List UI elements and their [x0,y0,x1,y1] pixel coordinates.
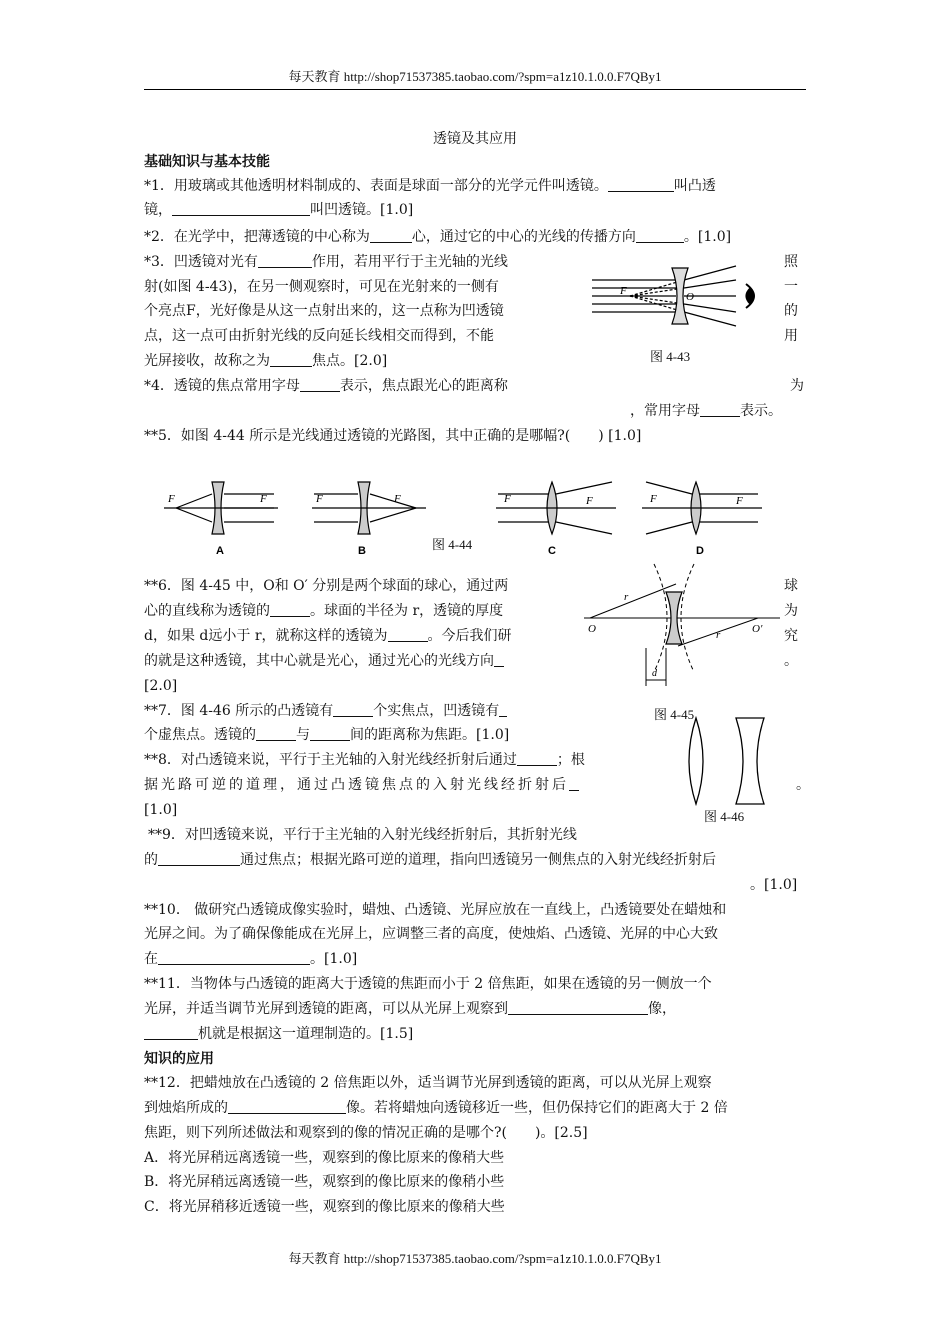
svg-text:C: C [548,545,556,557]
question-11-line-1: **11．当物体与凸透镜的距离大于透镜的焦距而小于 2 倍焦距，如果在透镜的另一侧放一个 [144,976,712,992]
question-12-option-b: B．将光屏稍远离透镜一些，观察到的像比原来的像稍小些 [144,1174,505,1190]
question-7-line-1: **7．图 4-46 所示的凸透镜有 个实焦点，凹透镜有 [144,699,507,723]
figure-4-44-caption: 图 4-44 [432,537,473,552]
question-3-line-1: *3．凹透镜对光有 作用，若用平行于主光轴的光线 [144,254,508,270]
question-6-wrap-2: 为 [784,603,798,619]
svg-text:F: F [736,495,743,507]
figure-4-44-panel-d [640,474,764,558]
question-9-line-3: 。[1.0] [750,877,798,893]
blank [333,701,373,717]
question-6-wrap-4: 。 [784,653,798,669]
question-6-line-5: [2.0] [144,678,178,694]
question-12-line-2: 到烛焰所成的 像。若将蜡烛向透镜移近一些，但仍保持它们的距离大于 2 倍 [144,1100,728,1116]
question-8-line-2: 据光路可逆的道理，通过凸透镜焦点的入射光线经折射后 [144,773,579,797]
blank [270,351,312,367]
svg-text:A: A [216,545,224,557]
svg-text:O: O [588,623,596,635]
question-4-line-2: ，常用字母 表示。 [630,403,782,419]
blank [228,1098,346,1114]
question-7-line-2: 个虚焦点。透镜的 与 间的距离称为焦距。[1.0] [144,727,510,743]
svg-text:F: F [260,493,267,505]
figure-4-43-concave-lens-diagram [590,262,776,334]
blank [517,750,557,766]
svg-text:d: d [652,668,657,679]
figure-4-44-panel-b [310,474,428,558]
svg-text:B: B [358,545,366,557]
blank [608,176,674,192]
question-6-line-2: 心的直线称为透镜的 。球面的半径为 r，透镜的厚度 [144,603,504,619]
question-6-wrap-1: 球 [784,578,798,594]
page-footer: 每天教育 http://shop71537385.taobao.com/?spm=a1z10.1.0.0.F7QBy1 [288,1251,662,1266]
blank [370,227,412,243]
figure-4-46-lenses [680,714,780,808]
blank [144,1024,198,1040]
figure-4-45-caption: 图 4-45 [654,707,695,722]
svg-text:F: F [586,495,593,507]
figure-4-44-panel-a [162,474,280,558]
figure-4-46-caption: 图 4-46 [704,809,745,824]
question-10-line-1: **10． 做研究凸透镜成像实验时，蜡烛、凸透镜、光屏应放在一直线上，凸透镜要处在蜡烛和 [144,902,727,918]
question-10-line-3: 在 。[1.0] [144,951,358,967]
concave-lens-shape [736,718,764,804]
question-3-wrap-2: 一 [784,279,798,295]
question-1-line-1: *1．用玻璃或其他透明材料制成的、表面是球面一部分的光学元件叫透镜。 叫凸透 [144,178,716,194]
figure-4-45-thin-lens-diagram [582,562,782,694]
question-8-wrap-2: 。 [796,777,810,793]
question-11-line-2: 光屏，并适当调节光屏到透镜的距离，可以从光屏上观察到 像， [144,1001,676,1017]
svg-text:r: r [716,629,721,641]
svg-text:F: F [504,493,511,505]
question-8-line-3: [1.0] [144,802,178,818]
blank [569,775,579,791]
question-9-line-1: **9．对凹透镜来说，平行于主光轴的入射光线经折射后，其折射光线 [148,827,577,843]
svg-text:F: F [650,493,657,505]
svg-text:F: F [394,493,401,505]
blank [700,401,740,417]
blank [310,725,350,741]
blank [636,227,684,243]
question-4-wrap-1: 为 [790,378,804,394]
blank [258,252,312,268]
question-3-wrap-1: 照 [784,254,798,270]
question-3-line-3: 个亮点F，光好像是从这一点射出来的，这一点称为凹透镜 [144,303,504,319]
svg-text:F: F [168,493,175,505]
blank [388,626,428,642]
question-3-line-4: 点，这一点可由折射光线的反向延长线相交而得到，不能 [144,328,494,344]
blank [270,601,310,617]
blank [508,999,648,1015]
section-heading-basics: 基础知识与基本技能 [144,154,270,170]
question-9-line-2: 的 通过焦点；根据光路可逆的道理，指向凹透镜另一侧焦点的入射光线经折射后 [144,852,716,868]
figure-4-43-caption: 图 4-43 [650,349,691,364]
svg-text:F: F [620,285,627,297]
svg-text:r: r [624,591,629,603]
question-11-line-3: 机就是根据这一道理制造的。[1.5] [144,1022,413,1046]
question-12-line-3: 焦距，则下列所述做法和观察到的像的情况正确的是哪个?( )。[2.5] [144,1125,588,1141]
blank [256,725,296,741]
question-4-line-1: *4．透镜的焦点常用字母 表示，焦点跟光心的距离称 [144,378,508,394]
question-6-line-1: **6．图 4-45 中，O和 O′ 分别是两个球面的球心，通过两 [144,578,509,594]
svg-text:F: F [316,493,323,505]
blank [158,850,240,866]
blank [499,701,507,717]
question-2: *2．在光学中，把薄透镜的中心称为 心，通过它的中心的光线的传播方向 。[1.0] [144,229,732,245]
section-heading-application: 知识的应用 [144,1051,214,1067]
question-3-wrap-4: 用 [784,328,798,344]
question-12-line-1: **12．把蜡烛放在凸透镜的 2 倍焦距以外，适当调节光屏到透镜的距离，可以从光屏上观察 [144,1075,712,1091]
convex-lens-shape [689,718,703,804]
question-8-line-1: **8．对凸透镜来说，平行于主光轴的入射光线经折射后通过 ；根 [144,752,585,768]
question-6-line-4: 的就是这种透镜，其中心就是光心，通过光心的光线方向 [144,649,504,673]
question-6-wrap-3: 究 [784,628,798,644]
page-header: 每天教育 http://shop71537385.taobao.com/?spm=a1z10.1.0.0.F7QBy1 [144,66,806,90]
question-3-line-2: 射(如图 4-43)，在另一侧观察时，可见在光射来的一侧有 [144,279,499,295]
svg-text:O: O [686,291,694,303]
figure-4-44-panel-c [494,474,618,558]
blank [158,949,310,965]
question-3-wrap-3: 的 [784,303,798,319]
question-12-option-c: C．将光屏稍移近透镜一些，观察到的像比原来的像稍大些 [144,1199,505,1215]
question-12-option-a: A．将光屏稍远离透镜一些，观察到的像比原来的像稍大些 [144,1150,505,1166]
question-6-line-3: d，如果 d远小于 r，就称这样的透镜为 。今后我们研 [144,628,512,644]
question-1-line-2: 镜， 叫凹透镜。[1.0] [144,202,414,218]
svg-text:O′: O′ [752,623,763,635]
blank [300,376,340,392]
blank [494,651,504,667]
question-5: **5．如图 4-44 所示是光线通过透镜的光路图，其中正确的是哪幅?( ) [1.0] [144,428,642,444]
svg-text:D: D [696,545,704,557]
blank [172,200,310,216]
question-3-line-5: 光屏接收，故称之为 焦点。[2.0] [144,353,388,369]
question-10-line-2: 光屏之间。为了确保像能成在光屏上，应调整三者的高度，使烛焰、凸透镜、光屏的中心大致 [144,926,718,942]
page-title: 透镜及其应用 [433,131,517,147]
